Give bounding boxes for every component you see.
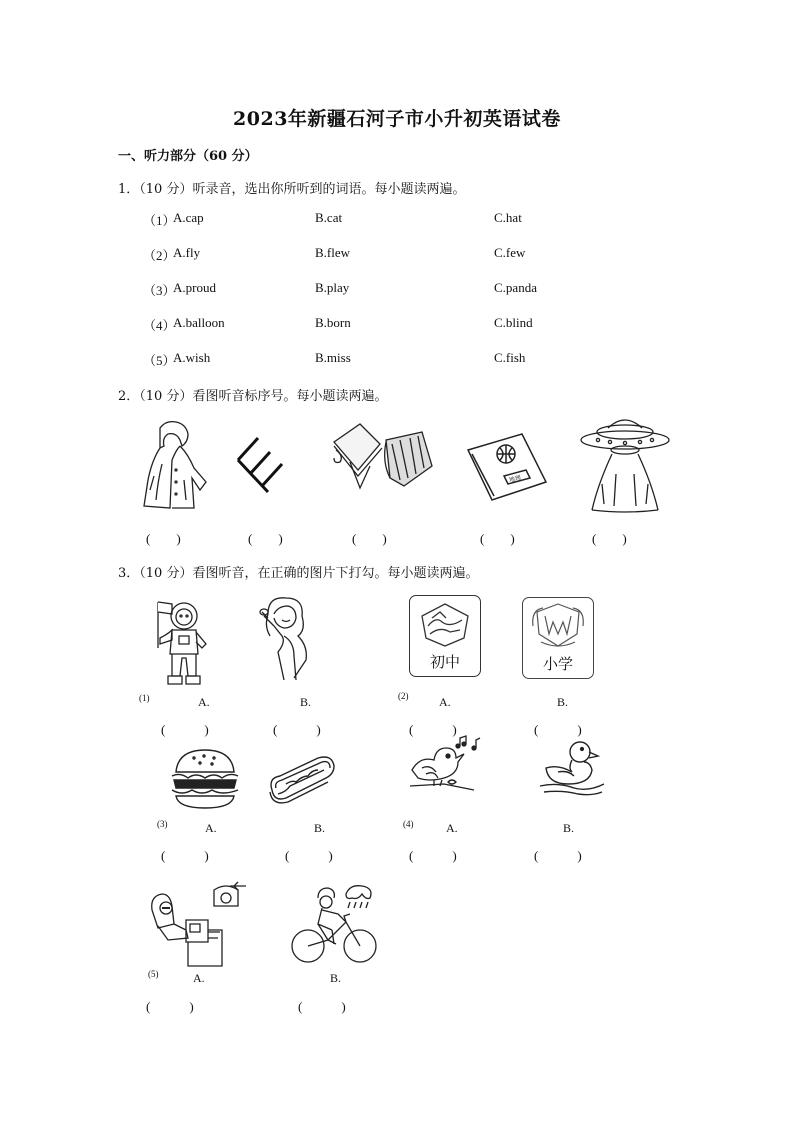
sandwich-icon	[330, 422, 436, 494]
ufo-icon	[578, 414, 672, 514]
choice-label: A.	[193, 971, 205, 985]
choice-label: B.	[563, 821, 575, 835]
answer-blank[interactable]: ( )	[534, 722, 582, 737]
choice-label: B.	[300, 695, 312, 709]
option-row-num: （5）	[143, 353, 176, 368]
answer-blank[interactable]: ( )	[146, 531, 181, 546]
item-number: (1)	[139, 693, 150, 703]
option-row-num: （4）	[143, 318, 176, 333]
question-2-stem: 2．（10 分）看图听音标序号。每小题读两遍。	[118, 389, 388, 404]
option-b[interactable]: B.born	[315, 315, 351, 330]
astronaut-icon	[150, 598, 212, 688]
singing-bird-icon	[404, 736, 488, 800]
primary-school-badge-icon	[522, 597, 594, 679]
option-row-num: （2）	[143, 248, 176, 263]
answer-blank[interactable]: ( )	[161, 722, 209, 737]
duck-icon	[538, 738, 608, 800]
option-a[interactable]: A.proud	[173, 280, 216, 295]
item-number: (4)	[403, 819, 414, 829]
option-row-num: （3）	[143, 283, 176, 298]
answer-blank[interactable]: ( )	[248, 531, 283, 546]
junior-school-badge-icon	[409, 595, 481, 677]
option-c[interactable]: C.fish	[494, 350, 526, 365]
answer-blank[interactable]: ( )	[592, 531, 627, 546]
answer-blank[interactable]: ( )	[409, 722, 457, 737]
choice-label: A.	[198, 695, 210, 709]
question-3-stem: 3．（10 分）看图听音，在正确的图片下打勾。每小题读两遍。	[118, 566, 479, 581]
choice-label: B.	[330, 971, 342, 985]
section-heading: 一、听力部分（60 分）	[118, 149, 258, 164]
choice-label: B.	[314, 821, 326, 835]
option-b[interactable]: B.cat	[315, 210, 343, 225]
phone-call-icon	[148, 880, 248, 968]
letter-e-icon	[232, 430, 288, 496]
answer-blank[interactable]: ( )	[273, 722, 321, 737]
option-b[interactable]: B.miss	[315, 350, 351, 365]
option-c[interactable]: C.blind	[494, 315, 533, 330]
hotdog-icon	[266, 752, 338, 808]
answer-blank[interactable]: ( )	[534, 848, 582, 863]
singer-icon	[254, 596, 318, 680]
option-b[interactable]: B.play	[315, 280, 350, 295]
option-a[interactable]: A.wish	[173, 350, 211, 365]
page-title: 2023年新疆石河子市小升初英语试卷	[233, 108, 561, 130]
option-a[interactable]: A.cap	[173, 210, 204, 225]
choice-label: A.	[205, 821, 217, 835]
geography-book-icon	[464, 432, 550, 502]
option-c[interactable]: C.few	[494, 245, 526, 260]
answer-blank[interactable]: ( )	[352, 531, 387, 546]
answer-blank[interactable]: ( )	[298, 999, 346, 1014]
option-c[interactable]: C.panda	[494, 280, 537, 295]
svg-text:地理: 地理	[508, 474, 522, 485]
choice-label: B.	[557, 695, 569, 709]
answer-blank[interactable]: ( )	[146, 999, 194, 1014]
raincoat-icon	[136, 420, 210, 512]
badge-label: 小学	[542, 655, 573, 673]
option-c[interactable]: C.hat	[494, 210, 522, 225]
hamburger-icon	[170, 748, 240, 810]
answer-blank[interactable]: ( )	[480, 531, 515, 546]
item-number: (5)	[148, 969, 159, 979]
cycling-icon	[288, 884, 384, 966]
option-b[interactable]: B.flew	[315, 245, 351, 260]
item-number: (3)	[157, 819, 168, 829]
option-a[interactable]: A.fly	[173, 245, 201, 260]
choice-label: A.	[439, 695, 451, 709]
choice-label: A.	[446, 821, 458, 835]
answer-blank[interactable]: ( )	[161, 848, 209, 863]
badge-label: 初中	[429, 653, 460, 671]
question-1-stem: 1．（10 分）听录音，选出你所听到的词语。每小题读两遍。	[118, 182, 466, 197]
option-a[interactable]: A.balloon	[173, 315, 225, 330]
item-number: (2)	[398, 691, 409, 701]
answer-blank[interactable]: ( )	[409, 848, 457, 863]
answer-blank[interactable]: ( )	[285, 848, 333, 863]
option-row-num: （1）	[143, 213, 176, 228]
